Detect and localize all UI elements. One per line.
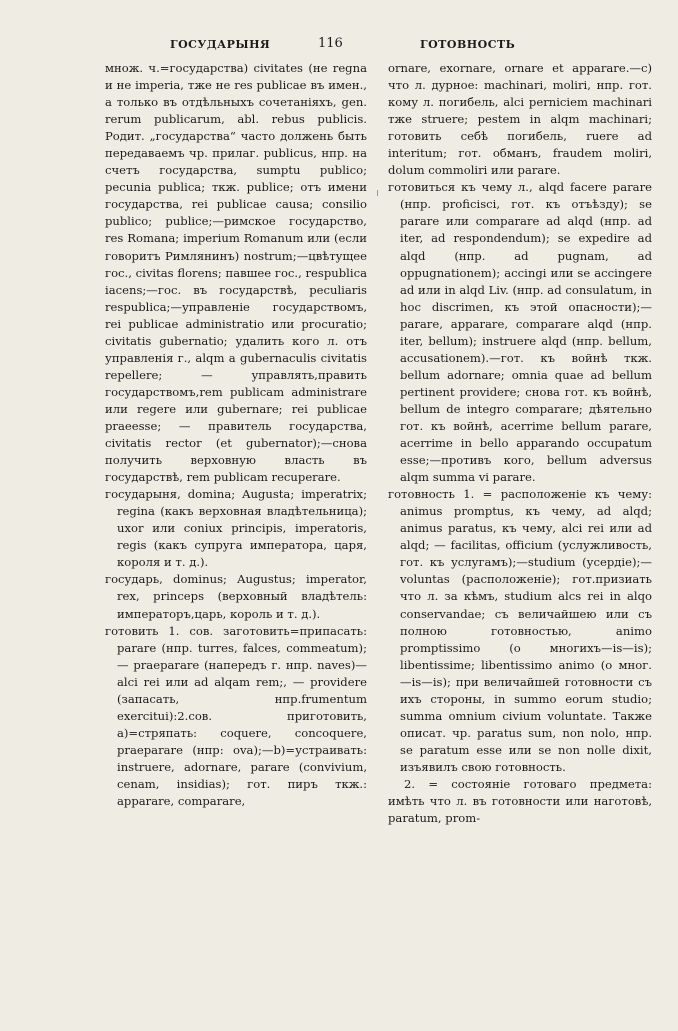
- left-column: [105, 60, 367, 1010]
- dictionary-entry: государь, dominus; Augustus; imperator, rex, princeps (верховный владѣтель: императоръ,царь, король и т. д.).: [105, 572, 367, 621]
- header-right-word: ГОТОВНОСТЬ: [420, 38, 516, 51]
- dictionary-entry: ornare, exornare, ornare et apparare.—с) что л. дурное: machinari, moliri, нпр. гот. кому л. погибель, alci perniciem machinari тже struere; pestem in alqm machinari; готовить себѣ погибель, ruere ad interitum; гот. обманъ, fraudem moliri, dolum commoliri или parare.: [388, 61, 652, 178]
- column-mark: [377, 190, 378, 196]
- dictionary-entry: 2. = состояніе готоваго предмета: имѣть что л. въ готовности или наготовѣ, paratum, prom-: [388, 776, 652, 826]
- dictionary-entry: готовиться къ чему л., alqd facere parare (нпр. proficisci, гот. къ отъѣзду); se parare или comparare ad alqd (нпр. ad iter, ad respondendum); se expedire ad alqd (нпр. ad pugnam, ad oppugnationem); accingi или se accingere ad или in alqd Liv. (нпр. ad consulatum, in hoc discrimen, къ этой опасности);—parare, apparare, comparare alqd (нпр. iter, bellum); instruere alqd (нпр. bellum, accusationem).—гот. къ войнѣ ткж. bellum adornare; omnia quae ad bellum pertinent providere; снова гот. къ войнѣ, bellum de integro comparare; дѣятельно гот. къ войнѣ, acerrime bellum parare, acerrime in bello apparando occupatum esse;—противъ кого, bellum adversus alqm summa vi parare.: [388, 180, 652, 485]
- dictionary-entry: государыня, domina; Augusta; imperatrix; regina (какъ верховная владѣтельница); uxor или coniux principis, imperatoris, regis (какъ супруга императора, царя, короля и т. д.).: [105, 487, 367, 570]
- page-number: 116: [318, 36, 343, 51]
- dictionary-entry: множ. ч.=государства) civitates (не regna и не imperia, тже не res publicae въ имен., а только въ отдѣльныхъ сочетаніяхъ, gen. rerum publicarum, abl. rebus publicis. Родит. „государства“ часто должень быть передаваемъ чр. прилаг. publicus, нпр. на счетъ государства, sumptu publico; pecunia publica; ткж. publice; отъ имени государства, rei publicae causa; consilio publico; publice;—римское государство, res Romana; imperium Romanum или (если говоритъ Римлянинъ) nostrum;—цвѣтущее гос., civitas florens; павшее гос., respublica iacens;—гос. въ государствѣ, peculiaris respublica;—управленіе государствомъ, rei publicae administratio или procuratio; civitatis gubernatio; удалить кого л. отъ управленія г., alqm a gubernaculis civitatis repellere; — управлять,править государствомъ,rem publicam administrare или regere или gubernare; rei publicae praeesse; — правитель государства, civitatis rector (et gubernator);—снова получить верховную власть въ государствѣ, rem publicam recuperare.: [105, 61, 367, 485]
- right-column: [388, 60, 652, 1010]
- header-left-word: ГОСУДАРЫНЯ: [170, 38, 271, 51]
- dictionary-entry: готовность 1. = расположеніе къ чему: animus promptus, къ чему, ad alqd; animus paratus, къ чему, alci rei или ad alqd; — facilitas, officium (услужливость, гот. къ услугамъ);—studium (усердіе);—voluntas (расположеніе); гот.призиать что л. за кѣмъ, studium alcs rei in alqo conservandae; съ величайшею или съ полною готовностью, animo promptissimo (о многихъ—is—is); libentissime; libentissimo animo (о мног.—is—is); при величайшей готовности съ ихъ стороны, in summo eorum studio; summa omnium civium voluntate. Также описат. чр. paratus sum, non nolo, нпр. se paratum esse или se non nolle dixit, изъявилъ свою готовность.: [388, 487, 652, 774]
- dictionary-entry: готовить 1. сов. заготовить=припасать: parare (нпр. turres, falces, commeatum); — praeparare (напередъ г. нпр. naves)—alci rei или ad alqam rem;, — providere (запасать, нпр.frumentum exercitui):2.сов. приготовить, а)=стряпать: coquere, concoquere, praeparare (нпр: ova);—b)=устраивать: instruere, adornare, parare (convivium, cenam, insidias); гот. пиръ ткж.: apparare, comparare,: [105, 623, 367, 809]
- page-header: [142, 32, 572, 54]
